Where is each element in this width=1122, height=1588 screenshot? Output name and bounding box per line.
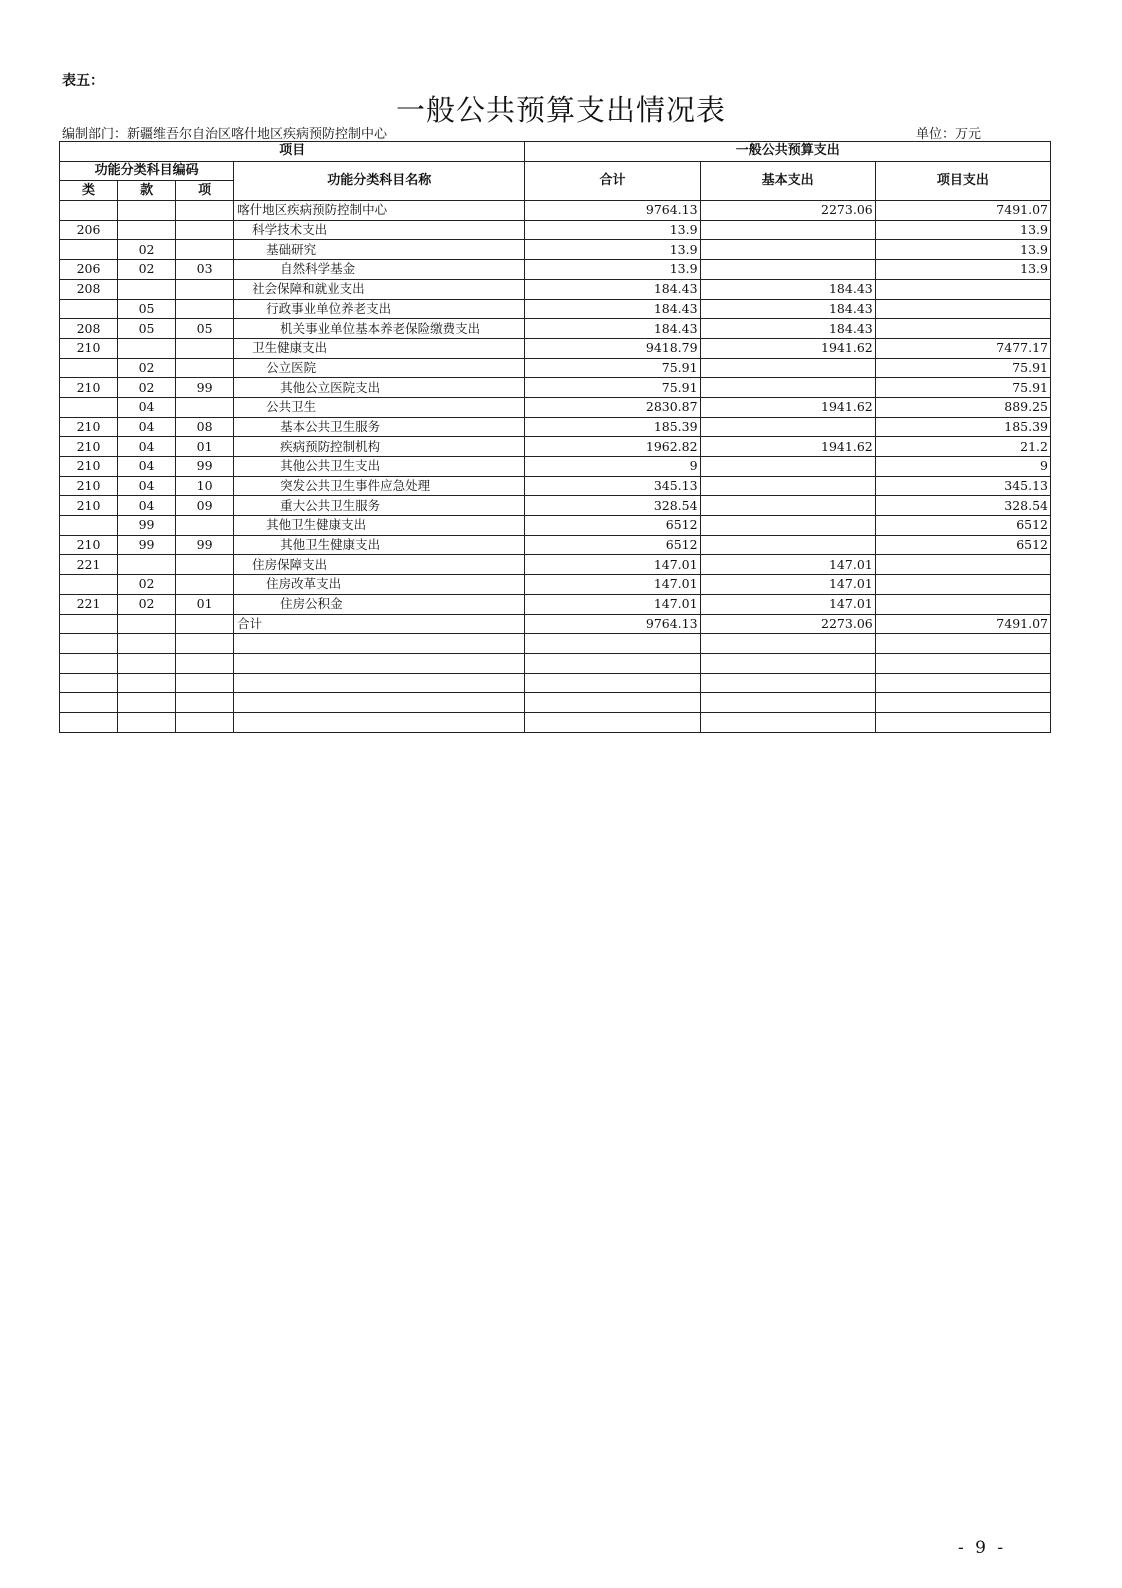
cell-project: 13.9	[875, 220, 1050, 240]
cell-name: 公立医院	[234, 358, 525, 378]
cell-project	[875, 594, 1050, 614]
cell-kuan	[118, 712, 176, 732]
table-row	[60, 279, 1051, 299]
cell-basic: 147.01	[700, 594, 875, 614]
cell-basic	[700, 457, 875, 477]
cell-basic	[700, 653, 875, 673]
cell-basic	[700, 673, 875, 693]
cell-total: 6512	[525, 516, 700, 536]
cell-basic	[700, 220, 875, 240]
cell-lei	[60, 673, 118, 693]
table-row	[60, 693, 1051, 713]
cell-basic	[700, 712, 875, 732]
cell-total: 13.9	[525, 260, 700, 280]
cell-name: 社会保障和就业支出	[234, 279, 525, 299]
cell-basic: 184.43	[700, 279, 875, 299]
cell-xiang	[176, 358, 234, 378]
cell-lei: 210	[60, 457, 118, 477]
cell-lei: 210	[60, 476, 118, 496]
cell-total: 13.9	[525, 220, 700, 240]
cell-name: 科学技术支出	[234, 220, 525, 240]
cell-name: 卫生健康支出	[234, 338, 525, 358]
table-row	[60, 673, 1051, 693]
cell-basic: 2273.06	[700, 614, 875, 634]
cell-kuan	[118, 673, 176, 693]
cell-basic: 1941.62	[700, 397, 875, 417]
table-row	[60, 712, 1051, 732]
table-row	[60, 338, 1051, 358]
cell-total	[525, 712, 700, 732]
cell-basic	[700, 496, 875, 516]
cell-total: 2830.87	[525, 397, 700, 417]
cell-name: 突发公共卫生事件应急处理	[234, 476, 525, 496]
cell-total: 75.91	[525, 378, 700, 398]
cell-kuan: 04	[118, 457, 176, 477]
cell-project: 75.91	[875, 378, 1050, 398]
cell-lei	[60, 299, 118, 319]
cell-name	[234, 693, 525, 713]
cell-total	[525, 653, 700, 673]
cell-basic	[700, 535, 875, 555]
cell-name: 行政事业单位养老支出	[234, 299, 525, 319]
cell-project	[875, 693, 1050, 713]
cell-xiang	[176, 712, 234, 732]
cell-xiang	[176, 201, 234, 221]
cell-name: 住房保障支出	[234, 555, 525, 575]
cell-name: 其他卫生健康支出	[234, 516, 525, 536]
cell-xiang	[176, 516, 234, 536]
cell-name: 其他公立医院支出	[234, 378, 525, 398]
table-row	[60, 457, 1051, 477]
table-header	[60, 142, 1051, 201]
header-project: 项目	[60, 142, 525, 162]
cell-basic: 184.43	[700, 299, 875, 319]
header-code-group: 功能分类科目编码	[60, 161, 234, 181]
cell-xiang: 05	[176, 319, 234, 339]
cell-xiang	[176, 220, 234, 240]
cell-kuan	[118, 220, 176, 240]
cell-kuan: 04	[118, 397, 176, 417]
cell-project: 6512	[875, 535, 1050, 555]
cell-project: 328.54	[875, 496, 1050, 516]
cell-xiang	[176, 653, 234, 673]
table-row	[60, 240, 1051, 260]
department-label: 编制部门：新疆维吾尔自治区喀什地区疾病预防控制中心	[62, 127, 388, 142]
cell-project	[875, 555, 1050, 575]
table-row	[60, 594, 1051, 614]
cell-lei: 208	[60, 319, 118, 339]
cell-total: 147.01	[525, 555, 700, 575]
cell-total: 184.43	[525, 299, 700, 319]
cell-project: 889.25	[875, 397, 1050, 417]
cell-lei: 210	[60, 496, 118, 516]
cell-xiang: 99	[176, 457, 234, 477]
cell-lei	[60, 516, 118, 536]
cell-xiang: 01	[176, 437, 234, 457]
cell-lei	[60, 693, 118, 713]
header-total: 合计	[525, 161, 700, 200]
cell-lei	[60, 397, 118, 417]
cell-kuan: 04	[118, 437, 176, 457]
cell-name: 其他卫生健康支出	[234, 535, 525, 555]
cell-lei	[60, 575, 118, 595]
cell-name: 住房公积金	[234, 594, 525, 614]
cell-xiang: 09	[176, 496, 234, 516]
cell-project: 7477.17	[875, 338, 1050, 358]
table-row	[60, 555, 1051, 575]
cell-project	[875, 673, 1050, 693]
table-row	[60, 417, 1051, 437]
cell-xiang: 03	[176, 260, 234, 280]
cell-lei	[60, 614, 118, 634]
cell-name: 喀什地区疾病预防控制中心	[234, 201, 525, 221]
cell-name: 基础研究	[234, 240, 525, 260]
cell-name: 疾病预防控制机构	[234, 437, 525, 457]
cell-kuan: 04	[118, 476, 176, 496]
cell-project: 7491.07	[875, 614, 1050, 634]
header-xiang: 项	[176, 181, 234, 201]
cell-lei: 210	[60, 535, 118, 555]
table-row	[60, 476, 1051, 496]
cell-basic	[700, 634, 875, 654]
cell-total: 13.9	[525, 240, 700, 260]
cell-kuan: 99	[118, 535, 176, 555]
cell-lei: 206	[60, 220, 118, 240]
table-row	[60, 260, 1051, 280]
cell-name	[234, 653, 525, 673]
cell-kuan: 02	[118, 358, 176, 378]
cell-lei	[60, 712, 118, 732]
cell-name: 自然科学基金	[234, 260, 525, 280]
cell-basic	[700, 240, 875, 260]
cell-basic	[700, 516, 875, 536]
table-row	[60, 634, 1051, 654]
cell-basic: 1941.62	[700, 437, 875, 457]
budget-table	[59, 141, 1051, 733]
cell-basic	[700, 693, 875, 713]
cell-total	[525, 693, 700, 713]
cell-name: 其他公共卫生支出	[234, 457, 525, 477]
cell-name: 基本公共卫生服务	[234, 417, 525, 437]
table-row	[60, 575, 1051, 595]
cell-kuan: 05	[118, 299, 176, 319]
header-name: 功能分类科目名称	[234, 161, 525, 200]
header-basic: 基本支出	[700, 161, 875, 200]
cell-name: 机关事业单位基本养老保险缴费支出	[234, 319, 525, 339]
table-label: 表五：	[62, 73, 104, 89]
table-row	[60, 496, 1051, 516]
cell-basic	[700, 476, 875, 496]
cell-kuan: 02	[118, 260, 176, 280]
cell-lei	[60, 201, 118, 221]
cell-kuan	[118, 693, 176, 713]
cell-lei: 221	[60, 555, 118, 575]
unit-label: 单位：万元	[916, 127, 982, 142]
cell-lei: 221	[60, 594, 118, 614]
cell-kuan	[118, 653, 176, 673]
cell-project: 185.39	[875, 417, 1050, 437]
table-row	[60, 614, 1051, 634]
table-row	[60, 319, 1051, 339]
cell-kuan: 04	[118, 496, 176, 516]
cell-kuan: 02	[118, 594, 176, 614]
cell-total: 9764.13	[525, 614, 700, 634]
header-budget-group: 一般公共预算支出	[525, 142, 1051, 162]
cell-xiang	[176, 279, 234, 299]
table-body	[60, 201, 1051, 733]
cell-kuan	[118, 201, 176, 221]
cell-kuan: 02	[118, 378, 176, 398]
cell-xiang: 99	[176, 378, 234, 398]
cell-xiang	[176, 299, 234, 319]
cell-total: 9418.79	[525, 338, 700, 358]
header-lei: 类	[60, 181, 118, 201]
cell-xiang	[176, 673, 234, 693]
cell-kuan	[118, 555, 176, 575]
cell-name	[234, 673, 525, 693]
cell-lei: 210	[60, 378, 118, 398]
cell-total: 1962.82	[525, 437, 700, 457]
table-row	[60, 201, 1051, 221]
cell-basic	[700, 358, 875, 378]
cell-project	[875, 634, 1050, 654]
cell-kuan	[118, 279, 176, 299]
cell-total: 345.13	[525, 476, 700, 496]
cell-name	[234, 712, 525, 732]
cell-total: 147.01	[525, 594, 700, 614]
cell-xiang: 99	[176, 535, 234, 555]
cell-kuan: 05	[118, 319, 176, 339]
cell-basic: 147.01	[700, 555, 875, 575]
cell-xiang	[176, 338, 234, 358]
cell-total: 185.39	[525, 417, 700, 437]
cell-kuan	[118, 338, 176, 358]
cell-lei: 210	[60, 417, 118, 437]
cell-kuan: 02	[118, 575, 176, 595]
cell-project: 13.9	[875, 240, 1050, 260]
cell-project	[875, 653, 1050, 673]
table-row	[60, 516, 1051, 536]
cell-project: 6512	[875, 516, 1050, 536]
cell-basic	[700, 260, 875, 280]
cell-project: 9	[875, 457, 1050, 477]
cell-lei	[60, 240, 118, 260]
cell-total: 6512	[525, 535, 700, 555]
cell-total: 9	[525, 457, 700, 477]
cell-lei: 210	[60, 437, 118, 457]
cell-kuan: 04	[118, 417, 176, 437]
cell-xiang	[176, 614, 234, 634]
cell-xiang	[176, 397, 234, 417]
cell-xiang	[176, 240, 234, 260]
table-row	[60, 397, 1051, 417]
cell-total: 147.01	[525, 575, 700, 595]
table-row	[60, 653, 1051, 673]
cell-project	[875, 712, 1050, 732]
cell-basic: 1941.62	[700, 338, 875, 358]
cell-total: 75.91	[525, 358, 700, 378]
cell-lei	[60, 358, 118, 378]
table-row	[60, 535, 1051, 555]
cell-basic: 2273.06	[700, 201, 875, 221]
cell-project: 7491.07	[875, 201, 1050, 221]
cell-total: 184.43	[525, 279, 700, 299]
cell-project: 21.2	[875, 437, 1050, 457]
cell-basic	[700, 378, 875, 398]
cell-kuan	[118, 614, 176, 634]
cell-project	[875, 319, 1050, 339]
table-row	[60, 378, 1051, 398]
cell-basic: 147.01	[700, 575, 875, 595]
cell-xiang	[176, 693, 234, 713]
cell-basic: 184.43	[700, 319, 875, 339]
cell-project: 13.9	[875, 260, 1050, 280]
cell-lei: 206	[60, 260, 118, 280]
cell-kuan: 99	[118, 516, 176, 536]
cell-total	[525, 673, 700, 693]
cell-name: 公共卫生	[234, 397, 525, 417]
cell-lei: 210	[60, 338, 118, 358]
cell-kuan: 02	[118, 240, 176, 260]
cell-xiang: 10	[176, 476, 234, 496]
cell-xiang	[176, 555, 234, 575]
page-title: 一般公共预算支出情况表	[395, 93, 726, 127]
table-row	[60, 220, 1051, 240]
cell-lei	[60, 634, 118, 654]
table-row	[60, 437, 1051, 457]
cell-project	[875, 575, 1050, 595]
cell-xiang	[176, 575, 234, 595]
cell-name	[234, 634, 525, 654]
cell-total: 328.54	[525, 496, 700, 516]
table-row	[60, 358, 1051, 378]
cell-lei	[60, 653, 118, 673]
cell-name: 重大公共卫生服务	[234, 496, 525, 516]
cell-total: 184.43	[525, 319, 700, 339]
header-kuan: 款	[118, 181, 176, 201]
cell-total	[525, 634, 700, 654]
cell-basic	[700, 417, 875, 437]
cell-lei: 208	[60, 279, 118, 299]
cell-name: 住房改革支出	[234, 575, 525, 595]
cell-xiang: 01	[176, 594, 234, 614]
cell-name: 合计	[234, 614, 525, 634]
cell-project: 75.91	[875, 358, 1050, 378]
cell-xiang	[176, 634, 234, 654]
table-row	[60, 299, 1051, 319]
cell-project: 345.13	[875, 476, 1050, 496]
cell-total: 9764.13	[525, 201, 700, 221]
cell-kuan	[118, 634, 176, 654]
header-project-exp: 项目支出	[875, 161, 1050, 200]
cell-xiang: 08	[176, 417, 234, 437]
cell-project	[875, 299, 1050, 319]
cell-project	[875, 279, 1050, 299]
page-number: - 9 -	[958, 1538, 1007, 1558]
